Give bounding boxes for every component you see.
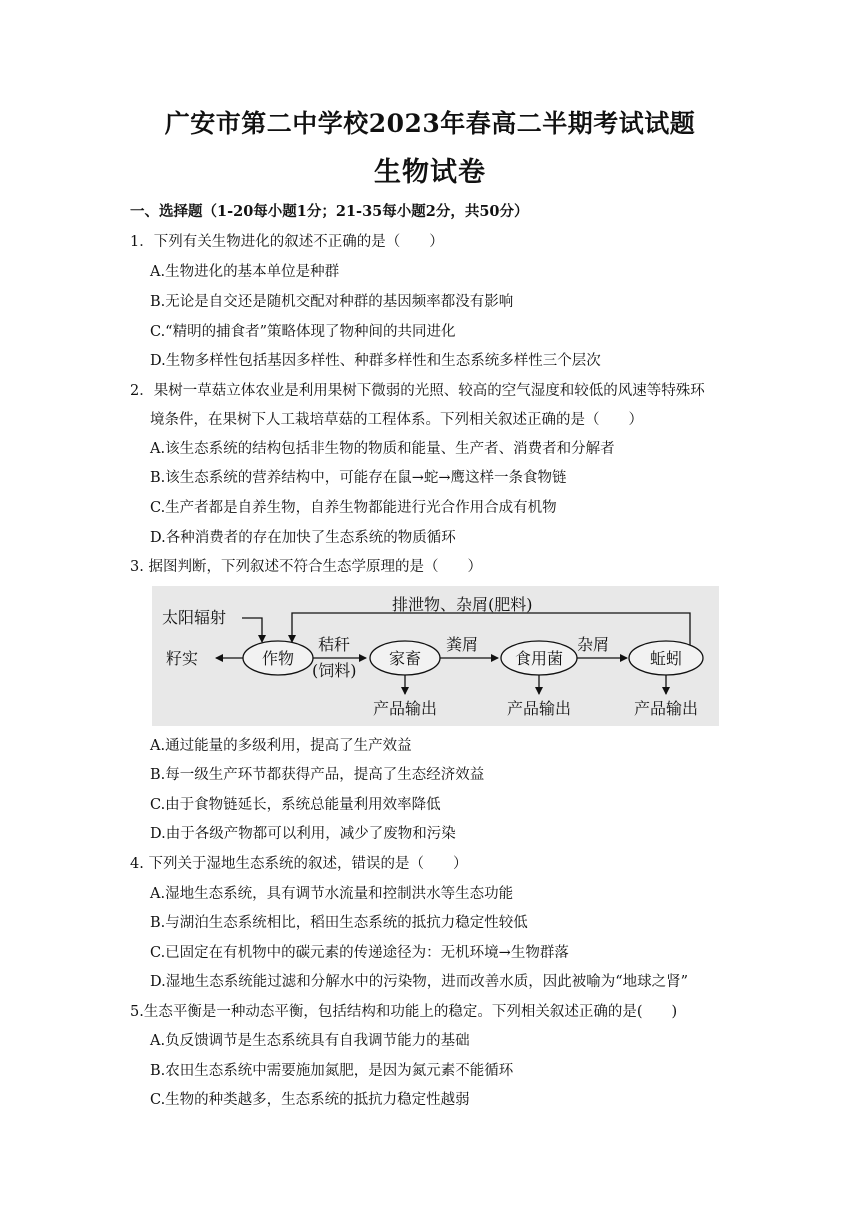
- question-3-option-b: B.每一级生产环节都获得产品，提高了生态经济效益: [150, 767, 485, 783]
- ecosystem-flow-diagram: [152, 586, 719, 726]
- crop-label: 作物: [261, 649, 295, 668]
- question-1-option-d: D.生物多样性包括基因多样性、种群多样性和生态系统多样性三个层次: [150, 353, 601, 369]
- dung-label: 粪屑: [446, 635, 479, 654]
- debris-label: 杂屑: [577, 635, 610, 654]
- question-2-option-a: A.该生态系统的结构包括非生物的物质和能量、生产者、消费者和分解者: [150, 441, 615, 457]
- question-4-option-c: C.已固定在有机物中的碳元素的传递途径为：无机环境→生物群落: [150, 945, 569, 961]
- question-5-option-a: A.负反馈调节是生态系统具有自我调节能力的基础: [150, 1033, 470, 1049]
- question-2-stem-cont: 境条件，在果树下人工栽培草菇的工程体系。下列相关叙述正确的是（ ）: [150, 412, 643, 428]
- question-4-option-d: D.湿地生态系统能过滤和分解水中的污染物，进而改善水质，因此被喻为“地球之肾”: [150, 974, 689, 990]
- question-1-option-a: A.生物进化的基本单位是种群: [150, 264, 340, 280]
- question-5-stem: 5.生态平衡是一种动态平衡，包括结构和功能上的稳定。下列相关叙述正确的是( ): [130, 1004, 678, 1020]
- exam-subtitle: 生物试卷: [374, 157, 486, 188]
- output-label-1: 产品输出: [372, 699, 438, 718]
- output-label-2: 产品输出: [506, 699, 572, 718]
- exam-title: 广安市第二中学校2023年春高二半期考试试题: [164, 109, 696, 138]
- question-5-option-b: B.农田生态系统中需要施加氮肥，是因为氮元素不能循环: [150, 1063, 514, 1079]
- question-2-stem: 2．果树一草菇立体农业是利用果树下微弱的光照、较高的空气湿度和较低的风速等特殊环: [130, 383, 705, 399]
- question-1-stem: 1．下列有关生物进化的叙述不正确的是（ ）: [130, 234, 444, 250]
- sun-label: 太阳辐射: [162, 608, 227, 627]
- output-label-3: 产品输出: [633, 699, 699, 718]
- feedback-label: 排泄物、杂屑(肥料): [392, 595, 533, 614]
- question-2-option-b: B.该生态系统的营养结构中，可能存在鼠→蛇→鹰这样一条食物链: [150, 470, 567, 486]
- question-1-option-c: C.“精明的捕食者”策略体现了物种间的共同进化: [150, 324, 456, 340]
- question-2-option-d: D.各种消费者的存在加快了生态系统的物质循环: [150, 530, 456, 546]
- question-4-option-a: A.湿地生态系统，具有调节水流量和控制洪水等生态功能: [150, 886, 514, 902]
- question-3-option-a: A.通过能量的多级利用，提高了生产效益: [150, 738, 412, 754]
- straw-label: 秸秆: [318, 635, 351, 654]
- question-1-option-b: B.无论是自交还是随机交配对种群的基因频率都没有影响: [150, 294, 514, 310]
- question-3-option-d: D.由于各级产物都可以利用，减少了废物和污染: [150, 826, 456, 842]
- question-3-stem: 3. 据图判断，下列叙述不符合生态学原理的是（ ）: [130, 559, 482, 575]
- section-heading: 一、选择题（1-20每小题1分；21-35每小题2分，共50分）: [130, 203, 529, 220]
- question-4-option-b: B.与湖泊生态系统相比，稻田生态系统的抵抗力稳定性较低: [150, 915, 528, 931]
- livestock-label: 家畜: [388, 649, 422, 668]
- seed-label: 籽实: [166, 649, 199, 668]
- feed-label: (饲料): [312, 661, 357, 680]
- earthworm-label: 蚯蚓: [649, 649, 683, 668]
- question-3-option-c: C.由于食物链延长，系统总能量利用效率降低: [150, 797, 441, 813]
- question-4-stem: 4. 下列关于湿地生态系统的叙述，错误的是（ ）: [130, 856, 468, 872]
- fungus-label: 食用菌: [514, 649, 564, 668]
- question-5-option-c: C.生物的种类越多，生态系统的抵抗力稳定性越弱: [150, 1092, 470, 1108]
- question-2-option-c: C.生产者都是自养生物，自养生物都能进行光合作用合成有机物: [150, 500, 557, 516]
